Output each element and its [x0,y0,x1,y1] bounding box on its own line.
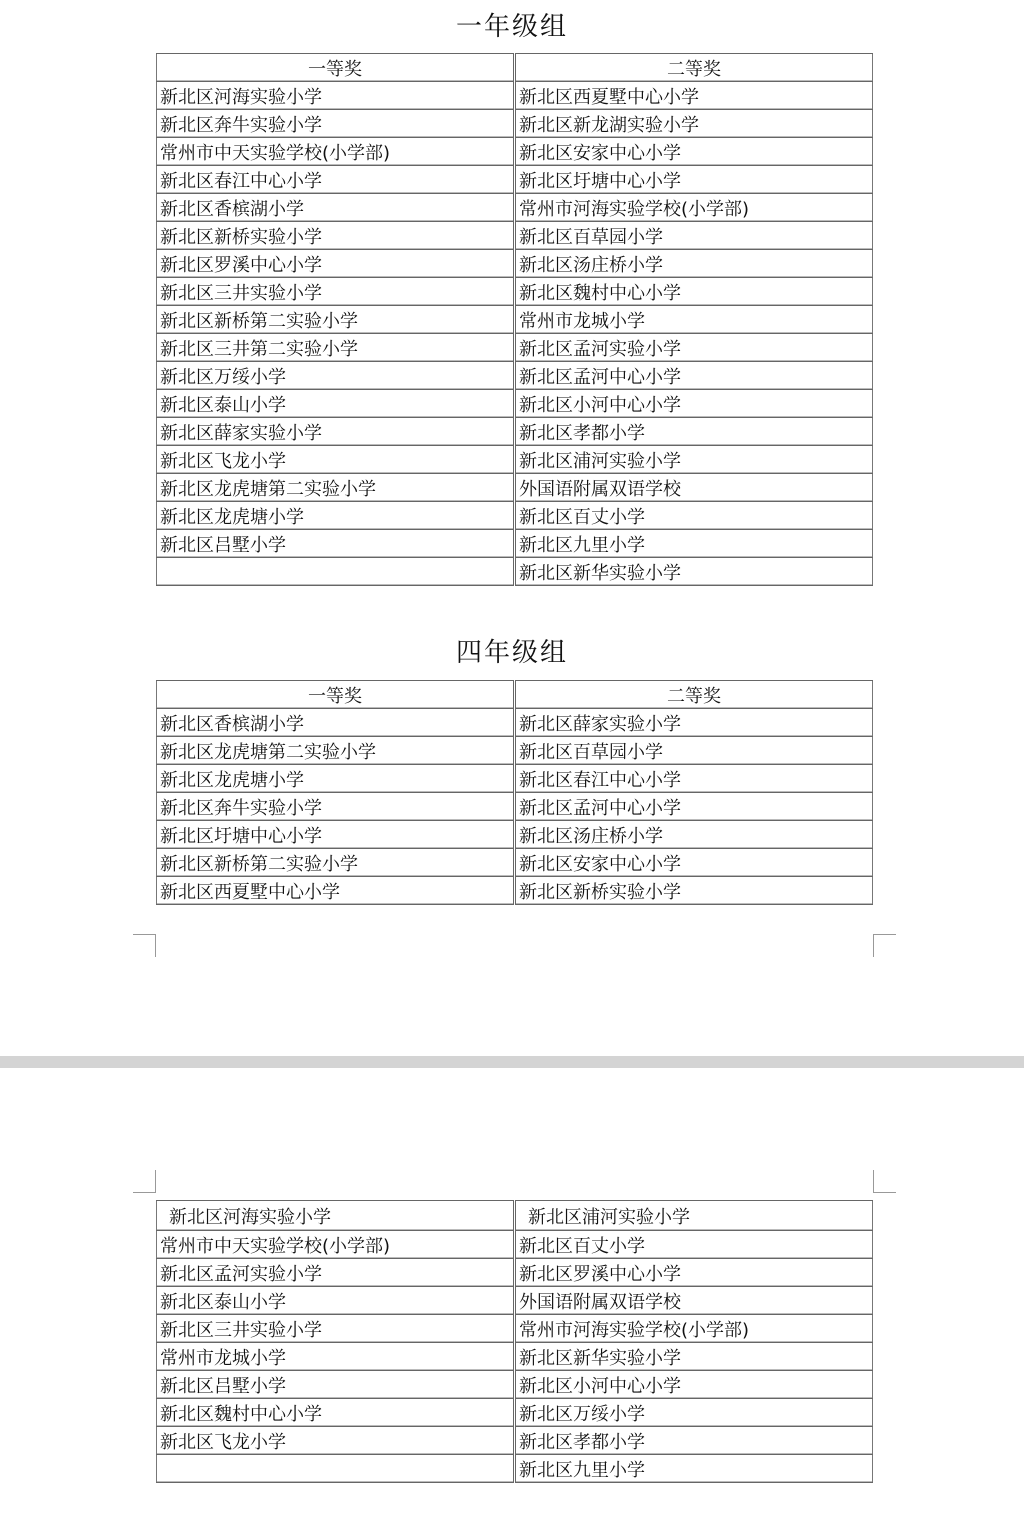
second-prize-school: 新北区安家中心小学 [515,849,873,877]
page-corner-mark [873,1170,896,1193]
second-prize-school: 新北区孟河实验小学 [515,334,873,362]
second-prize-school: 新北区新华实验小学 [515,558,873,586]
second-prize-school: 常州市龙城小学 [515,306,873,334]
table-row [157,278,873,306]
first-prize-school: 新北区飞龙小学 [157,1427,515,1455]
first-prize-school: 新北区奔牛实验小学 [157,793,515,821]
table-row [157,1343,873,1371]
second-prize-school: 新北区百草园小学 [515,737,873,765]
second-prize-school: 新北区孟河中心小学 [515,362,873,390]
table-header-row [157,681,873,709]
table-row [157,502,873,530]
first-prize-school: 新北区新桥第二实验小学 [157,849,515,877]
second-prize-school: 新北区新华实验小学 [515,1343,873,1371]
grade4-rows [157,709,873,905]
page-corner-mark [873,934,896,957]
second-prize-school: 新北区万绥小学 [515,1399,873,1427]
second-prize-school: 新北区百丈小学 [515,502,873,530]
page-break [0,1056,1024,1068]
first-prize-school: 新北区吕墅小学 [157,530,515,558]
page2-rows [157,1201,873,1483]
table-row [157,362,873,390]
table-row [157,446,873,474]
second-prize-school: 新北区孝都小学 [515,1427,873,1455]
second-prize-school: 新北区百丈小学 [515,1231,873,1259]
first-prize-school: 新北区孟河实验小学 [157,1259,515,1287]
first-prize-school: 新北区三井实验小学 [157,278,515,306]
page-corner-mark [133,934,156,957]
first-prize-school: 新北区三井第二实验小学 [157,334,515,362]
table-row [157,194,873,222]
table-row [157,1371,873,1399]
first-prize-school: 常州市中天实验学校(小学部) [157,1231,515,1259]
second-prize-school: 新北区新桥实验小学 [515,877,873,905]
first-prize-school: 新北区河海实验小学 [157,82,515,110]
second-prize-school: 常州市河海实验学校(小学部) [515,194,873,222]
table-row [157,418,873,446]
grade1-title: 一年级组 [455,12,568,42]
grade4-table [156,680,873,905]
second-prize-school: 外国语附属双语学校 [515,474,873,502]
second-prize-school: 外国语附属双语学校 [515,1287,873,1315]
first-prize-header: 一等奖 [157,54,515,82]
first-prize-school: 新北区吕墅小学 [157,1371,515,1399]
first-prize-school: 常州市龙城小学 [157,1343,515,1371]
table-row [157,166,873,194]
first-prize-school: 新北区新桥第二实验小学 [157,306,515,334]
first-prize-school: 新北区龙虎塘第二实验小学 [157,474,515,502]
second-prize-school: 新北区薛家实验小学 [515,709,873,737]
first-prize-school [157,1455,515,1483]
first-prize-school: 新北区泰山小学 [157,390,515,418]
first-prize-school: 新北区西夏墅中心小学 [157,877,515,905]
table-row [157,390,873,418]
first-prize-school: 新北区龙虎塘第二实验小学 [157,737,515,765]
second-prize-header: 二等奖 [515,54,873,82]
table-row [157,1315,873,1343]
second-prize-school: 新北区孟河中心小学 [515,793,873,821]
second-prize-header: 二等奖 [515,681,873,709]
first-prize-school: 新北区薛家实验小学 [157,418,515,446]
grade1-rows [157,82,873,586]
second-prize-school: 新北区汤庄桥小学 [515,250,873,278]
second-prize-school: 新北区魏村中心小学 [515,278,873,306]
first-prize-school: 新北区圩塘中心小学 [157,821,515,849]
first-prize-school: 新北区万绥小学 [157,362,515,390]
table-row [157,793,873,821]
first-prize-school: 新北区魏村中心小学 [157,1399,515,1427]
second-prize-school: 新北区浦河实验小学 [515,446,873,474]
first-prize-school: 新北区龙虎塘小学 [157,502,515,530]
second-prize-school: 新北区九里小学 [515,530,873,558]
second-prize-school: 新北区孝都小学 [515,418,873,446]
table-row [157,138,873,166]
table-row [157,1287,873,1315]
first-prize-school: 新北区奔牛实验小学 [157,110,515,138]
grade4-title: 四年级组 [455,638,568,668]
grade1-table [156,53,873,586]
page2-table [156,1200,873,1483]
table-row [157,877,873,905]
table-row [157,474,873,502]
first-prize-school: 新北区龙虎塘小学 [157,765,515,793]
table-row [157,737,873,765]
table-row [157,1259,873,1287]
table-row [157,1427,873,1455]
table-row [157,821,873,849]
table-row [157,1231,873,1259]
first-prize-school: 新北区河海实验小学 [157,1201,515,1231]
table-row [157,530,873,558]
table-row [157,1455,873,1483]
table-row [157,334,873,362]
table-row [157,250,873,278]
table-row [157,306,873,334]
second-prize-school: 新北区春江中心小学 [515,765,873,793]
table-row [157,110,873,138]
second-prize-school: 新北区新龙湖实验小学 [515,110,873,138]
second-prize-school: 新北区安家中心小学 [515,138,873,166]
second-prize-school: 新北区浦河实验小学 [515,1201,873,1231]
table-header-row [157,54,873,82]
first-prize-school: 常州市中天实验学校(小学部) [157,138,515,166]
first-prize-school: 新北区新桥实验小学 [157,222,515,250]
second-prize-school: 新北区罗溪中心小学 [515,1259,873,1287]
table-row [157,1399,873,1427]
second-prize-school: 新北区圩塘中心小学 [515,166,873,194]
second-prize-school: 新北区小河中心小学 [515,390,873,418]
second-prize-school: 新北区汤庄桥小学 [515,821,873,849]
table-row [157,765,873,793]
second-prize-school: 新北区西夏墅中心小学 [515,82,873,110]
second-prize-school: 常州市河海实验学校(小学部) [515,1315,873,1343]
table-row [157,709,873,737]
first-prize-school: 新北区香槟湖小学 [157,194,515,222]
first-prize-school [157,558,515,586]
first-prize-school: 新北区飞龙小学 [157,446,515,474]
page-corner-mark [133,1170,156,1193]
second-prize-school: 新北区九里小学 [515,1455,873,1483]
second-prize-school: 新北区小河中心小学 [515,1371,873,1399]
table-row [157,82,873,110]
first-prize-school: 新北区香槟湖小学 [157,709,515,737]
first-prize-school: 新北区三井实验小学 [157,1315,515,1343]
table-row [157,1201,873,1231]
first-prize-school: 新北区泰山小学 [157,1287,515,1315]
table-row [157,558,873,586]
table-row [157,849,873,877]
table-row [157,222,873,250]
first-prize-school: 新北区罗溪中心小学 [157,250,515,278]
first-prize-school: 新北区春江中心小学 [157,166,515,194]
first-prize-header: 一等奖 [157,681,515,709]
second-prize-school: 新北区百草园小学 [515,222,873,250]
